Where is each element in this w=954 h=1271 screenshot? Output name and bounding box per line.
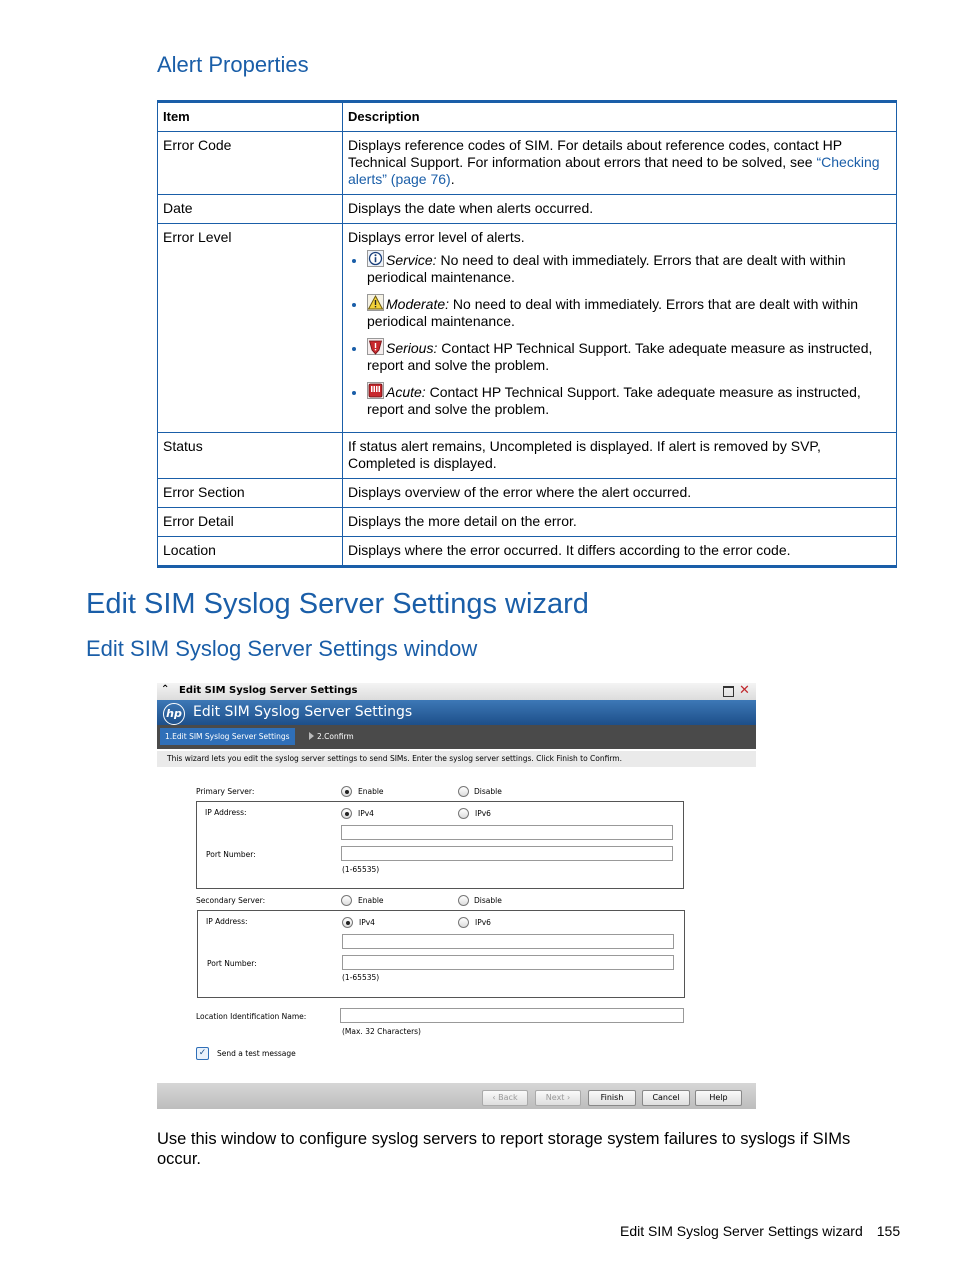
secondary-port-label: Port Number: <box>207 959 257 968</box>
finish-button[interactable]: Finish <box>588 1090 636 1106</box>
next-button[interactable]: Next › <box>535 1090 581 1106</box>
desc-end: . <box>450 171 455 187</box>
table-row <box>158 508 897 537</box>
edit-sim-syslog-window-screenshot <box>157 683 756 1109</box>
row-description <box>343 224 897 433</box>
primary-server-label: Primary Server: <box>196 787 255 796</box>
row-description: Displays the date when alerts occurred. <box>343 195 897 224</box>
row-item: Error Section <box>158 479 343 508</box>
primary-port-label: Port Number: <box>206 850 256 859</box>
secondary-disable-label: Disable <box>474 896 502 905</box>
primary-ipv4-radio[interactable] <box>341 808 352 819</box>
header-description: Description <box>343 102 897 132</box>
desc-text: Displays error level of alerts. <box>348 229 525 245</box>
send-test-message-label: Send a test message <box>217 1049 296 1058</box>
checking-alerts-link[interactable]: “Checking alerts” (page 76) <box>348 154 880 187</box>
help-button[interactable]: Help <box>695 1090 742 1106</box>
back-button[interactable]: ‹ Back <box>482 1090 528 1106</box>
acute-alarm-icon <box>367 382 384 399</box>
instruction-bar <box>157 751 756 767</box>
info-icon <box>367 250 384 267</box>
secondary-ipv4-label: IPv4 <box>359 918 375 927</box>
primary-server-group <box>196 801 684 889</box>
maximize-icon[interactable] <box>723 686 734 697</box>
list-item <box>367 250 891 286</box>
primary-enable-label: Enable <box>358 787 384 796</box>
header-item: Item <box>158 102 343 132</box>
level-text: Contact HP Technical Support. Take adequate measure as instructed, report and solve the problem. <box>367 384 861 417</box>
level-name: Acute: <box>386 384 426 400</box>
location-name-hint: (Max. 32 Characters) <box>342 1027 421 1036</box>
row-item: Error Code <box>158 132 343 195</box>
secondary-enable-radio[interactable] <box>341 895 352 906</box>
level-text: No need to deal with immediately. Errors that are dealt with within periodical maintenance. <box>367 296 859 329</box>
primary-ip-input[interactable] <box>341 825 673 840</box>
alert-properties-table <box>157 100 897 568</box>
secondary-port-input[interactable] <box>342 955 674 970</box>
level-text: No need to deal with immediately. Errors that are dealt with within periodical maintenance. <box>367 252 846 285</box>
step-confirm <box>309 728 354 745</box>
collapse-icon[interactable]: ⌃ <box>161 684 170 695</box>
table-header-row <box>158 102 897 132</box>
table-row <box>158 479 897 508</box>
primary-enable-radio[interactable] <box>341 786 352 797</box>
location-name-input[interactable] <box>340 1008 684 1023</box>
list-item <box>367 338 891 374</box>
primary-ipv4-label: IPv4 <box>358 809 374 818</box>
primary-disable-label: Disable <box>474 787 502 796</box>
table-row <box>158 132 897 195</box>
error-level-list <box>348 250 891 418</box>
instruction-text: This wizard lets you edit the syslog server settings to send SIMs. Enter the syslog server settings. Click Finish to Confirm. <box>167 754 622 763</box>
caption-paragraph: Use this window to configure syslog servers to report storage system failures to syslogs if SIMs occur. <box>157 1130 851 1168</box>
secondary-port-hint: (1-65535) <box>342 973 380 982</box>
table-row <box>158 224 897 433</box>
primary-ipv6-label: IPv6 <box>475 809 491 818</box>
secondary-ip-input[interactable] <box>342 934 674 949</box>
location-name-label: Location Identification Name: <box>196 1012 307 1021</box>
wizard-banner <box>157 700 756 725</box>
secondary-server-group <box>197 910 685 998</box>
wizard-steps <box>157 725 756 749</box>
secondary-ipv4-radio[interactable] <box>342 917 353 928</box>
primary-port-input[interactable] <box>341 846 673 861</box>
window-heading: Edit SIM Syslog Server Settings window <box>86 636 478 661</box>
table-row <box>158 537 897 567</box>
row-item: Error Level <box>158 224 343 433</box>
level-name: Serious: <box>386 340 438 356</box>
primary-ip-label: IP Address: <box>205 808 247 817</box>
level-text: Contact HP Technical Support. Take adequate measure as instructed, report and solve the problem. <box>367 340 873 373</box>
wizard-heading: Edit SIM Syslog Server Settings wizard <box>86 588 589 620</box>
row-description: If status alert remains, Uncompleted is displayed. If alert is removed by SVP, Completed is displayed. <box>343 433 897 479</box>
step-edit-settings: 1.Edit SIM Syslog Server Settings <box>160 728 295 745</box>
row-item: Error Detail <box>158 508 343 537</box>
row-description: Displays the more detail on the error. <box>343 508 897 537</box>
table-row <box>158 195 897 224</box>
list-item <box>367 294 891 330</box>
footer-title: Edit SIM Syslog Server Settings wizard <box>620 1223 863 1239</box>
secondary-server-label: Secondary Server: <box>196 896 266 905</box>
page-footer <box>620 1223 900 1239</box>
secondary-ipv6-label: IPv6 <box>475 918 491 927</box>
back-label: Back <box>498 1093 518 1102</box>
banner-title: Edit SIM Syslog Server Settings <box>193 704 413 720</box>
page-number: 155 <box>876 1223 901 1239</box>
alert-properties-heading: Alert Properties <box>157 52 309 77</box>
hp-logo: hp <box>163 703 185 725</box>
serious-shield-icon <box>367 338 384 355</box>
primary-ipv6-radio[interactable] <box>458 808 469 819</box>
row-item: Location <box>158 537 343 567</box>
primary-disable-radio[interactable] <box>458 786 469 797</box>
level-name: Moderate: <box>386 296 450 312</box>
close-icon[interactable]: ✕ <box>739 683 750 698</box>
primary-port-hint: (1-65535) <box>342 865 380 874</box>
row-description <box>343 132 897 195</box>
secondary-enable-label: Enable <box>358 896 384 905</box>
step-confirm-label: 2.Confirm <box>317 732 354 741</box>
secondary-ip-label: IP Address: <box>206 917 248 926</box>
secondary-disable-radio[interactable] <box>458 895 469 906</box>
row-description: Displays where the error occurred. It differs according to the error code. <box>343 537 897 567</box>
secondary-ipv6-radio[interactable] <box>458 917 469 928</box>
row-item: Date <box>158 195 343 224</box>
wizard-button-bar <box>157 1083 756 1109</box>
send-test-message-checkbox[interactable]: ✓ <box>196 1047 209 1060</box>
row-item: Status <box>158 433 343 479</box>
window-title-bar <box>157 683 756 700</box>
next-label: Next <box>545 1093 565 1102</box>
table-row <box>158 433 897 479</box>
desc-text: Displays reference codes of SIM. For details about reference codes, contact HP Technical Support. For information about errors that need to be solved, see <box>348 137 842 170</box>
warning-icon <box>367 294 384 311</box>
row-description: Displays overview of the error where the alert occurred. <box>343 479 897 508</box>
list-item <box>367 382 891 418</box>
cancel-button[interactable]: Cancel <box>642 1090 690 1106</box>
window-title: Edit SIM Syslog Server Settings <box>179 685 358 696</box>
level-name: Service: <box>386 252 437 268</box>
